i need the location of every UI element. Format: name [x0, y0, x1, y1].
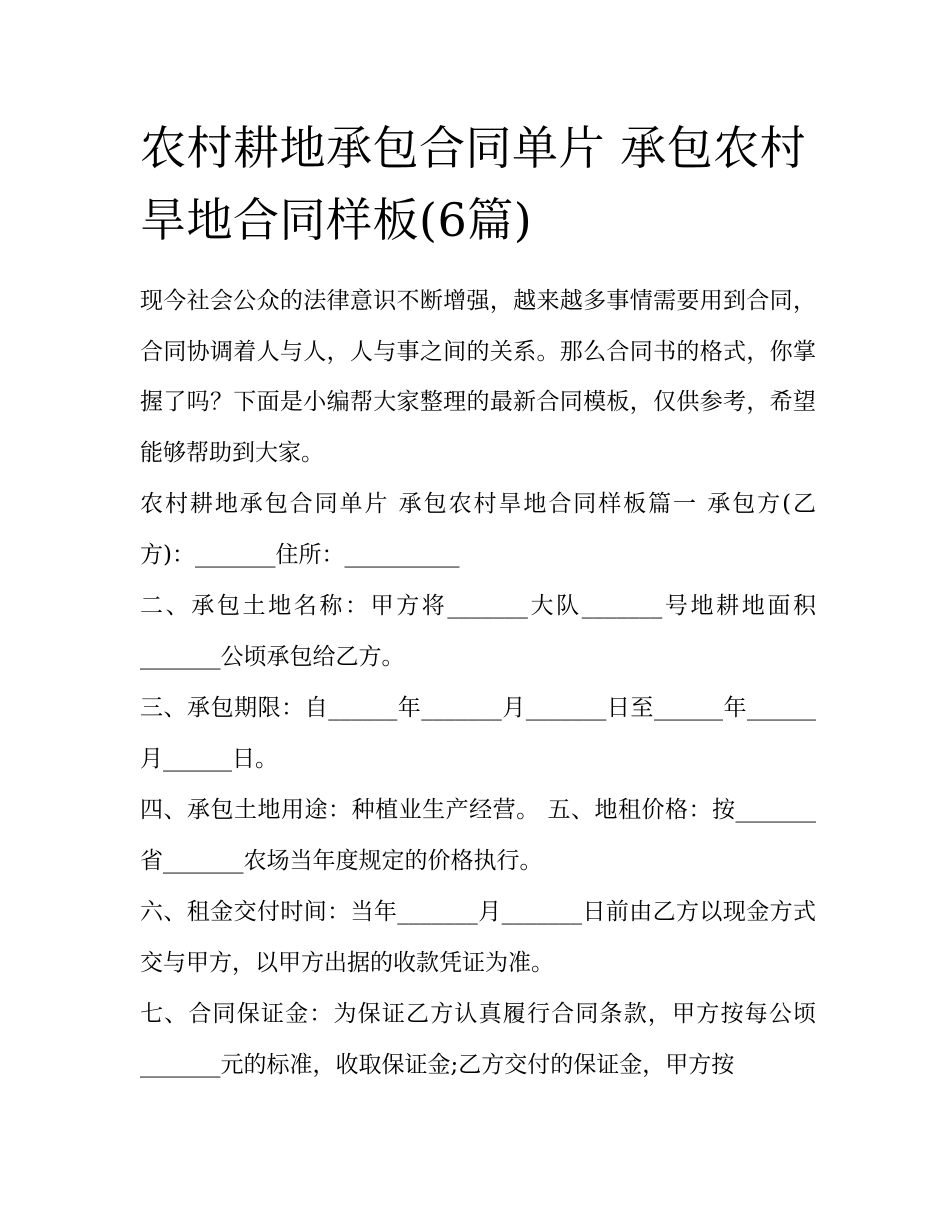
paragraph-contractor: 农村耕地承包合同单片 承包农村旱地合同样板篇一 承包方(乙方)：_______住所：__________: [140, 491, 816, 568]
document-title: 农村耕地承包合同单片 承包农村旱地合同样板(6篇): [140, 121, 807, 247]
document-body: [140, 276, 816, 1091]
paragraph-land-name: 二、承包土地名称：甲方将_______大队_______号地耕地面积_______公顷承包给乙方。: [140, 593, 816, 670]
paragraph-term: 三、承包期限：自______年_______月_______日至______年______月______日。: [140, 695, 816, 772]
paragraph-payment-time: 六、租金交付时间：当年_______月_______日前由乙方以现金方式交与甲方，以甲方出据的收款凭证为准。: [140, 899, 816, 976]
paragraph-deposit: 七、合同保证金：为保证乙方认真履行合同条款，甲方按每公顷_______元的标准，收取保证金;乙方交付的保证金，甲方按: [140, 1001, 816, 1078]
paragraph-land-use-and-rent: 四、承包土地用途：种植业生产经营。 五、地租价格：按_______省_______农场当年度规定的价格执行。: [140, 797, 816, 874]
paragraph-intro: 现今社会公众的法律意识不断增强，越来越多事情需要用到合同，合同协调着人与人，人与事之间的关系。那么合同书的格式，你掌握了吗？下面是小编帮大家整理的最新合同模板，仅供参考，希望能够帮助到大家。: [140, 288, 816, 466]
